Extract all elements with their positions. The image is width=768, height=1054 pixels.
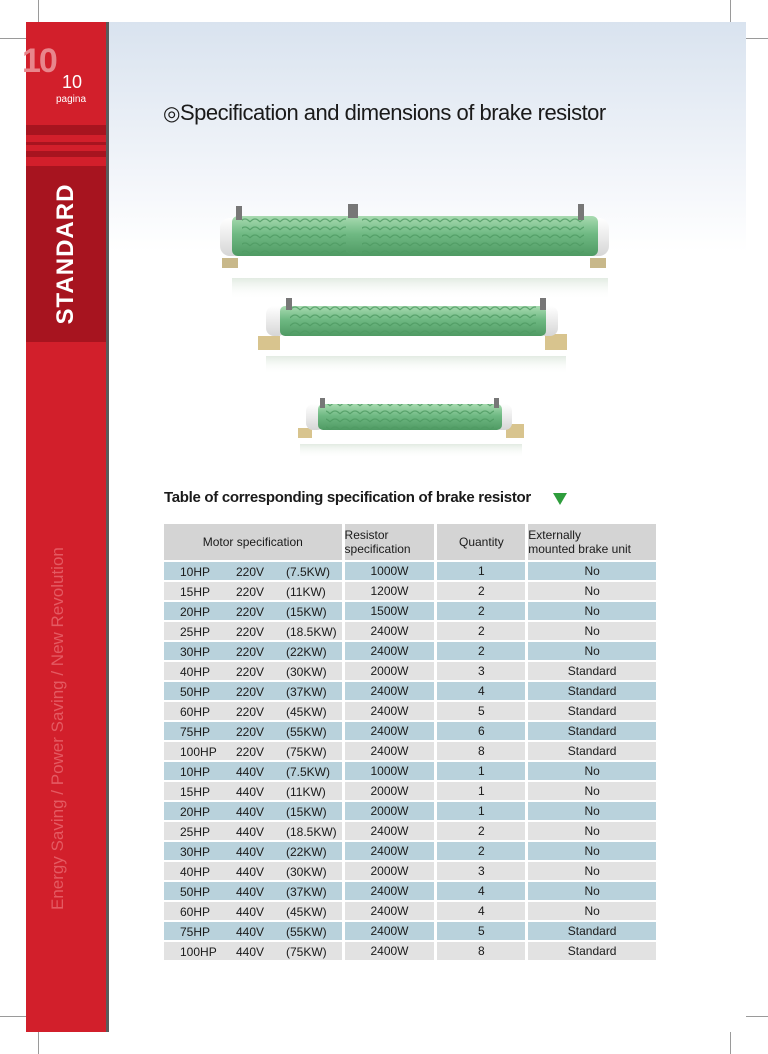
table-title: Table of corresponding specification of brake resistor xyxy=(164,489,531,506)
motor-hp: 10HP xyxy=(180,765,211,779)
external-cell: No xyxy=(528,602,656,620)
external-cell: No xyxy=(528,842,656,860)
table-row xyxy=(164,902,656,920)
motor-kw: (45KW) xyxy=(286,705,327,719)
large-resistor xyxy=(220,204,609,300)
motor-cell xyxy=(164,622,342,640)
quantity-cell: 1 xyxy=(437,762,525,780)
quantity-cell: 4 xyxy=(437,882,525,900)
resistor-cell: 2400W xyxy=(345,642,435,660)
external-cell: No xyxy=(528,822,656,840)
motor-cell xyxy=(164,862,342,880)
resistor-cell: 1200W xyxy=(345,582,435,600)
resistor-cell: 2400W xyxy=(345,742,435,760)
quantity-cell: 4 xyxy=(437,902,525,920)
crop-mark xyxy=(38,1032,39,1054)
quantity-cell: 3 xyxy=(437,662,525,680)
motor-cell xyxy=(164,742,342,760)
motor-cell xyxy=(164,602,342,620)
motor-hp: 40HP xyxy=(180,865,211,879)
motor-cell xyxy=(164,922,342,940)
header-resistor-line1: Resistor xyxy=(344,528,389,542)
motor-hp: 60HP xyxy=(180,905,211,919)
external-cell: Standard xyxy=(528,922,656,940)
resistor-cell: 2400W xyxy=(345,842,435,860)
motor-hp: 20HP xyxy=(180,605,211,619)
header-resistor-line2: specification xyxy=(344,542,411,556)
motor-hp: 10HP xyxy=(180,565,211,579)
motor-hp: 25HP xyxy=(180,625,211,639)
down-triangle-icon xyxy=(553,493,567,505)
resistor-cell: 2400W xyxy=(345,682,435,700)
external-cell: Standard xyxy=(528,682,656,700)
resistor-cell: 2000W xyxy=(345,862,435,880)
motor-cell xyxy=(164,902,342,920)
motor-voltage: 440V xyxy=(236,885,265,899)
table-row xyxy=(164,942,656,960)
motor-voltage: 440V xyxy=(236,945,265,959)
resistor-cell: 2000W xyxy=(345,662,435,680)
title-text: Specification and dimensions of brake resistor xyxy=(179,100,606,125)
motor-hp: 75HP xyxy=(180,925,211,939)
external-cell: No xyxy=(528,802,656,820)
crop-mark xyxy=(746,1016,768,1017)
table-row xyxy=(164,742,656,760)
resistor-cell: 2000W xyxy=(345,802,435,820)
motor-hp: 100HP xyxy=(180,745,217,759)
motor-voltage: 220V xyxy=(236,705,265,719)
resistor-cell: 2400W xyxy=(345,902,435,920)
sidebar-slogan: Energy Saving / Power Saving / New Revolution xyxy=(48,547,67,910)
spec-table xyxy=(161,522,659,962)
motor-cell xyxy=(164,702,342,720)
header-resistor xyxy=(345,524,435,560)
quantity-cell: 1 xyxy=(437,562,525,580)
motor-kw: (75KW) xyxy=(286,945,327,959)
external-cell: Standard xyxy=(528,722,656,740)
motor-hp: 30HP xyxy=(180,845,211,859)
quantity-cell: 2 xyxy=(437,582,525,600)
crop-mark xyxy=(0,1016,26,1017)
motor-kw: (11KW) xyxy=(286,785,326,799)
resistor-cell: 2400W xyxy=(345,942,435,960)
motor-kw: (15KW) xyxy=(286,605,327,619)
motor-hp: 50HP xyxy=(180,885,211,899)
motor-cell xyxy=(164,782,342,800)
table-row xyxy=(164,722,656,740)
motor-voltage: 440V xyxy=(236,925,265,939)
motor-cell xyxy=(164,882,342,900)
external-cell: Standard xyxy=(528,942,656,960)
quantity-cell: 2 xyxy=(437,622,525,640)
resistor-cell: 2400W xyxy=(345,922,435,940)
motor-kw: (18.5KW) xyxy=(286,825,337,839)
motor-cell xyxy=(164,562,342,580)
table-row xyxy=(164,562,656,580)
motor-kw: (45KW) xyxy=(286,905,327,919)
table-row xyxy=(164,762,656,780)
table-row xyxy=(164,662,656,680)
quantity-cell: 2 xyxy=(437,822,525,840)
header-quantity: Quantity xyxy=(437,524,525,560)
motor-voltage: 220V xyxy=(236,665,265,679)
resistor-cell: 1500W xyxy=(345,602,435,620)
quantity-cell: 1 xyxy=(437,802,525,820)
motor-voltage: 440V xyxy=(236,765,265,779)
table-row xyxy=(164,622,656,640)
table-row xyxy=(164,642,656,660)
quantity-cell: 6 xyxy=(437,722,525,740)
motor-kw: (15KW) xyxy=(286,805,327,819)
motor-voltage: 220V xyxy=(236,725,265,739)
motor-hp: 75HP xyxy=(180,725,211,739)
motor-hp: 40HP xyxy=(180,665,211,679)
motor-kw: (18.5KW) xyxy=(286,625,337,639)
motor-kw: (22KW) xyxy=(286,845,327,859)
external-cell: No xyxy=(528,882,656,900)
motor-kw: (30KW) xyxy=(286,665,327,679)
table-row xyxy=(164,782,656,800)
table-row xyxy=(164,802,656,820)
title-mark: ◎ xyxy=(163,103,180,125)
motor-kw: (11KW) xyxy=(286,585,326,599)
table-header-row xyxy=(164,524,656,560)
motor-kw: (7.5KW) xyxy=(286,565,331,579)
quantity-cell: 2 xyxy=(437,602,525,620)
page-number: 10 xyxy=(61,72,83,92)
resistor-cell: 1000W xyxy=(345,762,435,780)
external-cell: No xyxy=(528,582,656,600)
resistor-cell: 1000W xyxy=(345,562,435,580)
motor-cell xyxy=(164,942,342,960)
motor-hp: 50HP xyxy=(180,685,211,699)
table-row xyxy=(164,582,656,600)
quantity-cell: 2 xyxy=(437,642,525,660)
motor-kw: (37KW) xyxy=(286,685,327,699)
motor-hp: 60HP xyxy=(180,705,211,719)
resistor-cell: 2400W xyxy=(345,822,435,840)
quantity-cell: 8 xyxy=(437,942,525,960)
table-row xyxy=(164,702,656,720)
motor-voltage: 440V xyxy=(236,865,265,879)
table-row xyxy=(164,922,656,940)
motor-kw: (55KW) xyxy=(286,725,327,739)
external-cell: No xyxy=(528,902,656,920)
quantity-cell: 8 xyxy=(437,742,525,760)
table-body xyxy=(164,562,656,960)
external-cell: No xyxy=(528,862,656,880)
motor-cell xyxy=(164,642,342,660)
motor-cell xyxy=(164,662,342,680)
motor-voltage: 440V xyxy=(236,905,265,919)
resistor-cell: 2400W xyxy=(345,622,435,640)
crop-mark xyxy=(730,1032,731,1054)
motor-hp: 20HP xyxy=(180,805,211,819)
motor-cell xyxy=(164,582,342,600)
resistor-cell: 2400W xyxy=(345,702,435,720)
small-resistor xyxy=(298,398,524,458)
medium-resistor xyxy=(258,298,567,374)
external-cell: Standard xyxy=(528,662,656,680)
motor-hp: 25HP xyxy=(180,825,211,839)
brake-resistor-illustration xyxy=(0,0,768,480)
motor-voltage: 220V xyxy=(236,625,265,639)
header-external-line2: mounted brake unit xyxy=(528,542,631,556)
motor-hp: 15HP xyxy=(180,785,211,799)
quantity-cell: 4 xyxy=(437,682,525,700)
page-number-ghost: 10 xyxy=(22,42,56,80)
external-cell: No xyxy=(528,762,656,780)
table-row xyxy=(164,842,656,860)
resistor-cell: 2000W xyxy=(345,782,435,800)
resistor-cell: 2400W xyxy=(345,882,435,900)
external-cell: No xyxy=(528,782,656,800)
motor-voltage: 220V xyxy=(236,585,265,599)
motor-voltage: 440V xyxy=(236,845,265,859)
motor-voltage: 220V xyxy=(236,685,265,699)
motor-kw: (75KW) xyxy=(286,745,327,759)
motor-kw: (22KW) xyxy=(286,645,327,659)
external-cell: Standard xyxy=(528,742,656,760)
table-row xyxy=(164,682,656,700)
table-row xyxy=(164,602,656,620)
table-row xyxy=(164,822,656,840)
table-row xyxy=(164,882,656,900)
external-cell: No xyxy=(528,622,656,640)
motor-voltage: 440V xyxy=(236,825,265,839)
motor-cell xyxy=(164,722,342,740)
motor-kw: (37KW) xyxy=(286,885,327,899)
motor-hp: 100HP xyxy=(180,945,217,959)
motor-hp: 30HP xyxy=(180,645,211,659)
motor-voltage: 440V xyxy=(236,785,265,799)
table-row xyxy=(164,862,656,880)
resistor-cell: 2400W xyxy=(345,722,435,740)
external-cell: No xyxy=(528,642,656,660)
motor-cell xyxy=(164,822,342,840)
page-label: pagina xyxy=(56,94,87,105)
header-external-line1: Externally xyxy=(528,528,581,542)
motor-hp: 15HP xyxy=(180,585,211,599)
section-label: STANDARD xyxy=(52,183,79,325)
header-motor: Motor specification xyxy=(164,524,342,560)
motor-kw: (7.5KW) xyxy=(286,765,331,779)
motor-kw: (30KW) xyxy=(286,865,327,879)
header-external xyxy=(528,524,656,560)
quantity-cell: 5 xyxy=(437,702,525,720)
motor-voltage: 440V xyxy=(236,805,265,819)
motor-cell xyxy=(164,802,342,820)
motor-cell xyxy=(164,762,342,780)
motor-cell xyxy=(164,682,342,700)
quantity-cell: 5 xyxy=(437,922,525,940)
motor-cell xyxy=(164,842,342,860)
quantity-cell: 2 xyxy=(437,842,525,860)
motor-voltage: 220V xyxy=(236,565,265,579)
motor-voltage: 220V xyxy=(236,605,265,619)
external-cell: Standard xyxy=(528,702,656,720)
motor-voltage: 220V xyxy=(236,645,265,659)
motor-voltage: 220V xyxy=(236,745,265,759)
external-cell: No xyxy=(528,562,656,580)
quantity-cell: 3 xyxy=(437,862,525,880)
quantity-cell: 1 xyxy=(437,782,525,800)
motor-kw: (55KW) xyxy=(286,925,327,939)
